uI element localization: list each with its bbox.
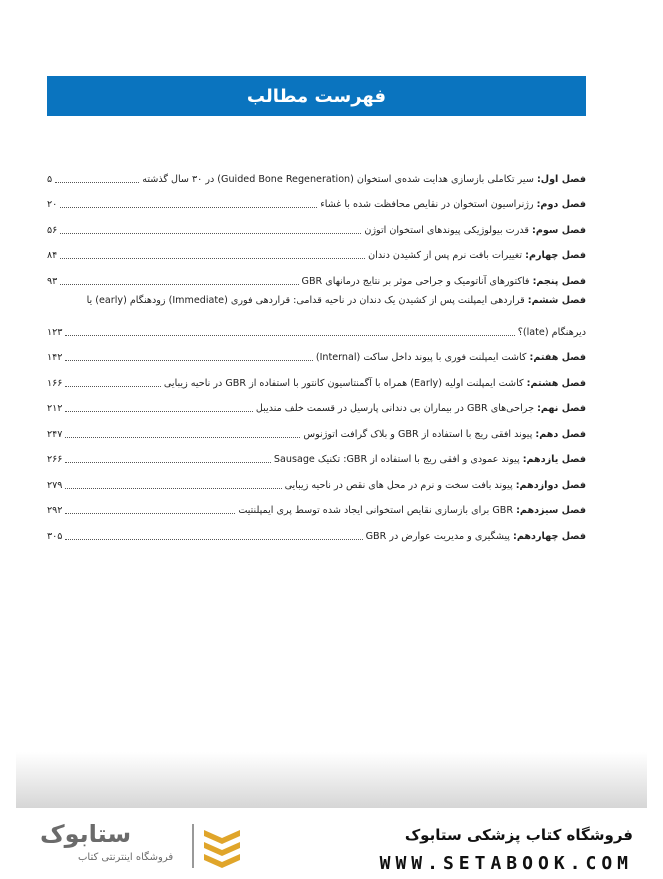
toc-chapter-label: فصل دوازدهم: [515, 479, 586, 491]
logo-divider [192, 824, 194, 868]
toc-entry[interactable] [47, 211, 586, 237]
toc-page-number: ۵ [47, 173, 53, 185]
store-url[interactable]: WWW.SETABOOK.COM [379, 853, 633, 874]
toc-chapter-title: GBR برای بازسازی نقایص استخوانی ایجاد شده توسط پری ایمپلنتیت [238, 505, 514, 516]
toc-entry-label [364, 224, 586, 237]
store-name: فروشگاه کتاب پزشکی ستابوک [404, 826, 633, 844]
toc-entry[interactable] [47, 415, 586, 441]
toc-chapter-title: سیر تکاملی بازسازی هدایت شده‌ی استخوان (Guided Bone Regeneration) در ۳۰ سال گذشته [142, 173, 534, 185]
toc-entry-label [238, 504, 586, 517]
toc-entry[interactable] [47, 517, 586, 543]
toc-entry-line [47, 288, 586, 314]
toc-entry[interactable] [47, 288, 586, 339]
toc-chapter-label: فصل دوم: [536, 199, 586, 210]
toc-entry[interactable] [47, 364, 586, 390]
toc-leader-dots [65, 539, 362, 540]
toc-page-number: ۱۴۲ [47, 352, 63, 363]
toc-chapter-label: فصل هشتم: [526, 377, 586, 389]
toc-page-number: ۲۴۷ [47, 428, 63, 440]
toc-entry[interactable] [47, 390, 586, 416]
toc-entry[interactable] [47, 441, 586, 467]
toc-leader-dots [60, 284, 298, 285]
toc-entry-label [368, 249, 586, 262]
toc-page-number: ۲۱۲ [47, 403, 63, 414]
toc-leader-dots [65, 513, 235, 514]
toc-page-number: ۲۷۹ [47, 479, 63, 491]
toc-page-number: ۲۹۲ [47, 505, 63, 516]
page-shadow [16, 752, 647, 808]
toc-entry-label [302, 275, 586, 288]
toc-chapter-title: کاشت ایمپلنت فوری با پیوند داخل ساکت (Internal) [315, 352, 527, 363]
toc-chapter-title: تغییرات بافت نرم پس از کشیدن دندان [368, 250, 523, 261]
toc-entry-label [256, 402, 586, 415]
book-stack-icon [200, 822, 244, 868]
toc-entry-label [285, 479, 586, 492]
toc-chapter-title: قراردهی ایمپلنت پس از کشیدن یک دندان در ناحیه قدامی: قراردهی فوری (Immediate) زودهنگام (early) یا [86, 294, 525, 306]
toc-chapter-label: فصل یازدهم: [522, 454, 586, 465]
toc-chapter-title: فاکتورهای آناتومیک و جراحی موثر بر نتایج درمانهای GBR [301, 275, 530, 287]
toc-chapter-label: فصل اول: [536, 173, 586, 185]
toc-chapter-title: کاشت ایمپلنت اولیه (Early) همراه با آگمنتاسیون کانتور با استفاده از GBR در ناحیه زیبایی [163, 377, 524, 389]
toc-chapter-title: پیوند افقی ریج با استفاده از GBR و بلاک گرافت اتوژنوس [303, 428, 533, 440]
toc-chapter-label: فصل سوم: [532, 224, 586, 236]
toc-entry[interactable] [47, 466, 586, 492]
toc-entry[interactable] [47, 237, 586, 263]
toc-leader-dots [65, 462, 270, 463]
toc-chapter-title: پیوند عمودی و افقی ریج با استفاده از GBR: تکنیک Sausage [273, 454, 520, 465]
toc-entry[interactable] [47, 339, 586, 365]
toc-chapter-title-cont: دیرهنگام (late)؟ [517, 326, 586, 338]
toc-leader-dots [65, 335, 514, 336]
toc-chapter-label: فصل دهم: [535, 428, 586, 440]
table-of-contents [47, 160, 586, 543]
toc-leader-dots [65, 411, 252, 412]
toc-leader-dots [55, 182, 139, 183]
toc-chapter-label: فصل چهارم: [525, 250, 586, 261]
toc-chapter-title: قدرت بیولوژیکی پیوندهای استخوان اتوژن [364, 224, 529, 236]
logo-wordmark: ستابوک [40, 820, 132, 848]
toc-page-number: ۱۲۳ [47, 326, 63, 338]
toc-entry[interactable] [47, 492, 586, 518]
toc-entry-label [366, 530, 586, 543]
toc-leader-dots [60, 233, 361, 234]
toc-entry[interactable] [47, 160, 586, 186]
toc-chapter-title: رژنراسیون استخوان در نقایص محافظت شده با غشاء [320, 199, 534, 210]
toc-entry-label [274, 453, 586, 466]
footer [0, 808, 663, 879]
toc-page-number: ۵۶ [47, 224, 58, 236]
toc-leader-dots [65, 360, 312, 361]
toc-chapter-label: فصل ششم: [527, 294, 586, 306]
toc-entry[interactable] [47, 186, 586, 212]
setabook-logo [32, 820, 262, 872]
toc-chapter-label: فصل چهاردهم: [513, 530, 586, 542]
toc-entry-label [320, 198, 586, 211]
toc-entry-line [47, 313, 586, 339]
toc-leader-dots [65, 488, 281, 489]
toc-page-number: ۹۳ [47, 275, 58, 287]
toc-chapter-label: فصل سیزدهم: [516, 505, 586, 516]
toc-page-number: ۲۶۶ [47, 454, 63, 465]
toc-leader-dots [65, 386, 160, 387]
toc-leader-dots [60, 258, 365, 259]
toc-entry-label [316, 351, 586, 364]
toc-entry[interactable] [47, 262, 586, 288]
toc-leader-dots [65, 437, 300, 438]
logo-tagline: فروشگاه اینترنتی کتاب [78, 852, 174, 863]
toc-chapter-title: پیشگیری و مدیریت عوارض در GBR [365, 530, 510, 542]
toc-page-number: ۳۰۵ [47, 530, 63, 542]
toc-entry-label [142, 173, 586, 186]
page-title: فهرست مطالب [246, 85, 387, 107]
toc-chapter-title: پیوند بافت سخت و نرم در محل های نقص در ناحیه زیبایی [284, 479, 513, 491]
toc-entry-label [303, 428, 586, 441]
toc-header-bar [47, 76, 586, 116]
toc-page-number: ۱۶۶ [47, 377, 63, 389]
toc-chapter-label: فصل نهم: [537, 403, 586, 414]
toc-page-number: ۲۰ [47, 199, 58, 210]
toc-leader-dots [60, 207, 317, 208]
toc-chapter-label: فصل هفتم: [529, 352, 586, 363]
toc-page-number: ۸۴ [47, 250, 58, 261]
toc-chapter-title: جراحی‌های GBR در بیماران بی دندانی پارسیل در قسمت خلف مندیبل [255, 403, 534, 414]
toc-chapter-label: فصل پنجم: [532, 275, 586, 287]
toc-entry-label [164, 377, 586, 390]
